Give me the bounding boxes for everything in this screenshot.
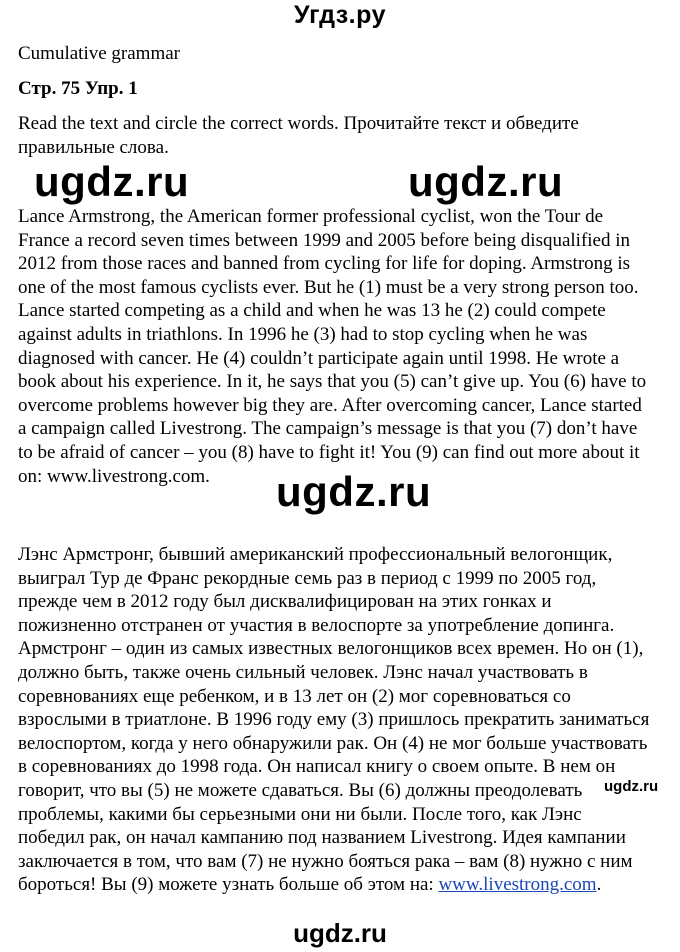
instructions-line: Read the text and circle the correct words. Прочитайте текст и обведите xyxy=(18,113,579,134)
russian-line: должно быть, также очень сильный человек. Лэнс начал участвовать в xyxy=(18,661,588,683)
russian-line: Лэнс Армстронг, бывший американский профессиональный велогонщик, xyxy=(18,544,613,565)
russian-line: в соревнованиях до 1998 года. Он написал книгу о своем опыте. В нем он xyxy=(18,756,616,778)
english-line: 2012 from those races and banned from cycling for life for doping. Armstrong is xyxy=(18,253,631,275)
russian-last-line-end: . xyxy=(596,874,602,896)
english-line: Lance Armstrong, the American former professional cyclist, won the Tour de xyxy=(18,206,604,227)
english-line: one of the most famous cyclists ever. But he (1) must be a very strong person too. xyxy=(18,276,639,298)
russian-line: победил рак, он начал кампанию под названием Livestrong. Идея кампании xyxy=(18,827,626,849)
english-line: to be afraid of cancer – you (8) have to fight it! You (9) can find out more about it xyxy=(18,441,640,463)
russian-last-line-text: бороться! Вы (9) можете узнать больше об этом на: xyxy=(18,874,439,896)
watermark-small: ugdz.ru xyxy=(604,778,659,795)
watermark-middle: ugdz.ru xyxy=(276,468,432,515)
russian-line: взрослыми в триатлоне. В 1996 году ему (3) пришлось прекратить заниматься xyxy=(18,709,650,731)
russian-line: прежде чем в 2012 году был дисквалифицирован на этих гонках и xyxy=(18,591,552,613)
section-title: Cumulative grammar xyxy=(18,43,180,64)
russian-line: выиграл Тур де Франс рекордные семь раз в период с 1999 по 2005 год, xyxy=(18,567,597,589)
russian-line: заключается в том, что вам (7) не нужно бояться рака – вам (8) нужно с ним xyxy=(18,850,633,872)
russian-line: велоспортом, когда у него обнаружили рак. Он (4) не мог больше участвовать xyxy=(18,732,648,754)
russian-last-line xyxy=(18,873,668,897)
exercise-reference: Стр. 75 Упр. 1 xyxy=(18,78,138,99)
instructions-line: правильные слова. xyxy=(18,137,169,158)
russian-line: пожизненно отстранен от участия в велоспорте за употребление допинга. xyxy=(18,614,615,636)
watermark-footer: ugdz.ru xyxy=(293,918,387,948)
english-line: diagnosed with cancer. He (4) couldn’t participate again until 1998. He wrote a xyxy=(18,347,620,369)
english-line: on: www.livestrong.com. xyxy=(18,465,210,487)
english-line: book about his experience. In it, he says that you (5) can’t give up. You (6) have to xyxy=(18,371,647,393)
english-line: France a record seven times between 1999 and 2005 before being disqualified in xyxy=(18,229,631,251)
english-line: overcome problems however big they are. After overcoming cancer, Lance started xyxy=(18,394,642,416)
english-line: against adults in triathlons. In 1996 he (3) had to stop cycling when he was xyxy=(18,323,588,345)
instructions xyxy=(18,112,668,160)
site-header: Угдз.ру xyxy=(294,1,386,29)
english-text xyxy=(18,205,668,488)
russian-line: Армстронг – один из самых известных велогонщиков всех времен. Но он (1), xyxy=(18,638,644,660)
russian-text xyxy=(18,543,668,897)
russian-line: говорит, что вы (5) не можете сдаваться. Вы (6) должны преодолевать xyxy=(18,779,583,801)
russian-line: соревнованиях еще ребенком, и в 13 лет он (2) мог соревноваться со xyxy=(18,685,571,707)
russian-line: проблемы, какими бы серьезными они ни были. После того, как Лэнс xyxy=(18,803,582,825)
english-line: Lance started competing as a child and when he was 13 he (2) could compete xyxy=(18,300,606,322)
watermark-left: ugdz.ru xyxy=(34,158,190,205)
english-line: a campaign called Livestrong. The campaign’s message is that you (7) don’t have xyxy=(18,418,638,440)
watermark-right: ugdz.ru xyxy=(408,158,564,205)
livestrong-link[interactable]: www.livestrong.com xyxy=(438,874,597,896)
